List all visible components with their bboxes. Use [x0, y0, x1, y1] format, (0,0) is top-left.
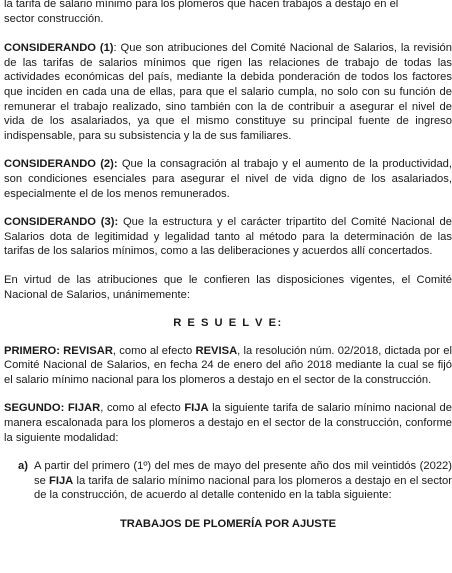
primero-text-a: , como al efecto	[112, 344, 196, 357]
primero-paragraph	[4, 344, 452, 388]
considerando-3	[4, 215, 452, 259]
considerando-1-text: : Que son atribuciones del Comité Nacional de Salarios, la revisión de las tarifas de salarios mínimos que rigen las relaciones de trabajo de todas las actividades económicas del país, mediante la debida ponderación de todos los factores que inciden en cada una de ellas, para que el salario cumpla, no solo con su función de remunerar el trabajo realizado, sino también con la de contribuir a asegurar el nivel de vida de los asalariados, ya que el mismo constituye su principal fuente de ingreso indispensable, para su subsistencia y la de sus familiares.	[4, 42, 452, 142]
segundo-paragraph	[4, 401, 452, 445]
considerando-2	[4, 157, 452, 201]
primero-keyword: REVISA	[195, 344, 238, 357]
list-item-a	[4, 459, 452, 503]
item-a-keyword: FIJA	[49, 474, 74, 487]
resuelve-heading: R E S U E L V E:	[173, 317, 283, 330]
segundo-text-b: la siguiente tarifa de salario mínimo nacional de manera escalonada para los plomeros a destajo en el sector de la construcción, conforme la siguiente modalidad:	[4, 402, 452, 444]
considerando-1	[4, 41, 452, 143]
table-title: TRABAJOS DE PLOMERÍA POR AJUSTE	[119, 518, 337, 531]
primero-text-b: , la resolución núm. 02/2018, dictada por el Comité Nacional de Salarios, en fecha 24 de enero del año 2018 mediante la cual se fijó el salario mínimo nacional para los plomeros a destajo en el sector de la construcción.	[4, 344, 452, 386]
intro-line-2: sector construcción.	[4, 12, 104, 25]
intro-line-1: la tarifa de salario mínimo para los plomeros que hacen trabajos a destajo en el	[4, 0, 399, 10]
item-a-text-b: la tarifa de salario mínimo nacional para los plomeros a destajo en el sector de la construcción, de acuerdo al detalle contenido en la tabla siguiente:	[34, 474, 452, 502]
considerando-2-text: Que la consagración al trabajo y el aumento de la productividad, son condiciones esenciales para asegurar el nivel de vida digno de los asalariados, especialmente el de los menos remunerados.	[4, 158, 452, 200]
list-item-a-text	[34, 459, 452, 503]
primero-label: PRIMERO: REVISAR	[4, 344, 113, 357]
list-item-a-label: a)	[18, 460, 28, 473]
considerando-3-text: Que la estructura y el carácter tripartito del Comité Nacional de Salarios dota de legitimidad y legalidad tanto al método para la determinación de las tarifas de los salarios mínimos, como a las deliberaciones y acuerdos allí concertados.	[4, 216, 452, 258]
intro-paragraph	[4, 0, 452, 26]
segundo-text-a: , como al efecto	[100, 402, 185, 415]
considerando-1-label: CONSIDERANDO (1)	[4, 42, 114, 55]
item-a-text-a: A partir del primero (1º) del mes de mayo del presente año dos mil veintidós (2022) se	[34, 460, 452, 487]
segundo-keyword: FIJA	[184, 402, 209, 415]
virtud-paragraph: En virtud de las atribuciones que le confieren las disposiciones vigentes, el Comité Nacional de Salarios, unánimemente:	[4, 273, 452, 301]
considerando-3-label: CONSIDERANDO (3):	[4, 216, 119, 229]
segundo-label: SEGUNDO: FIJAR	[4, 402, 101, 415]
considerando-2-label: CONSIDERANDO (2):	[4, 158, 118, 171]
